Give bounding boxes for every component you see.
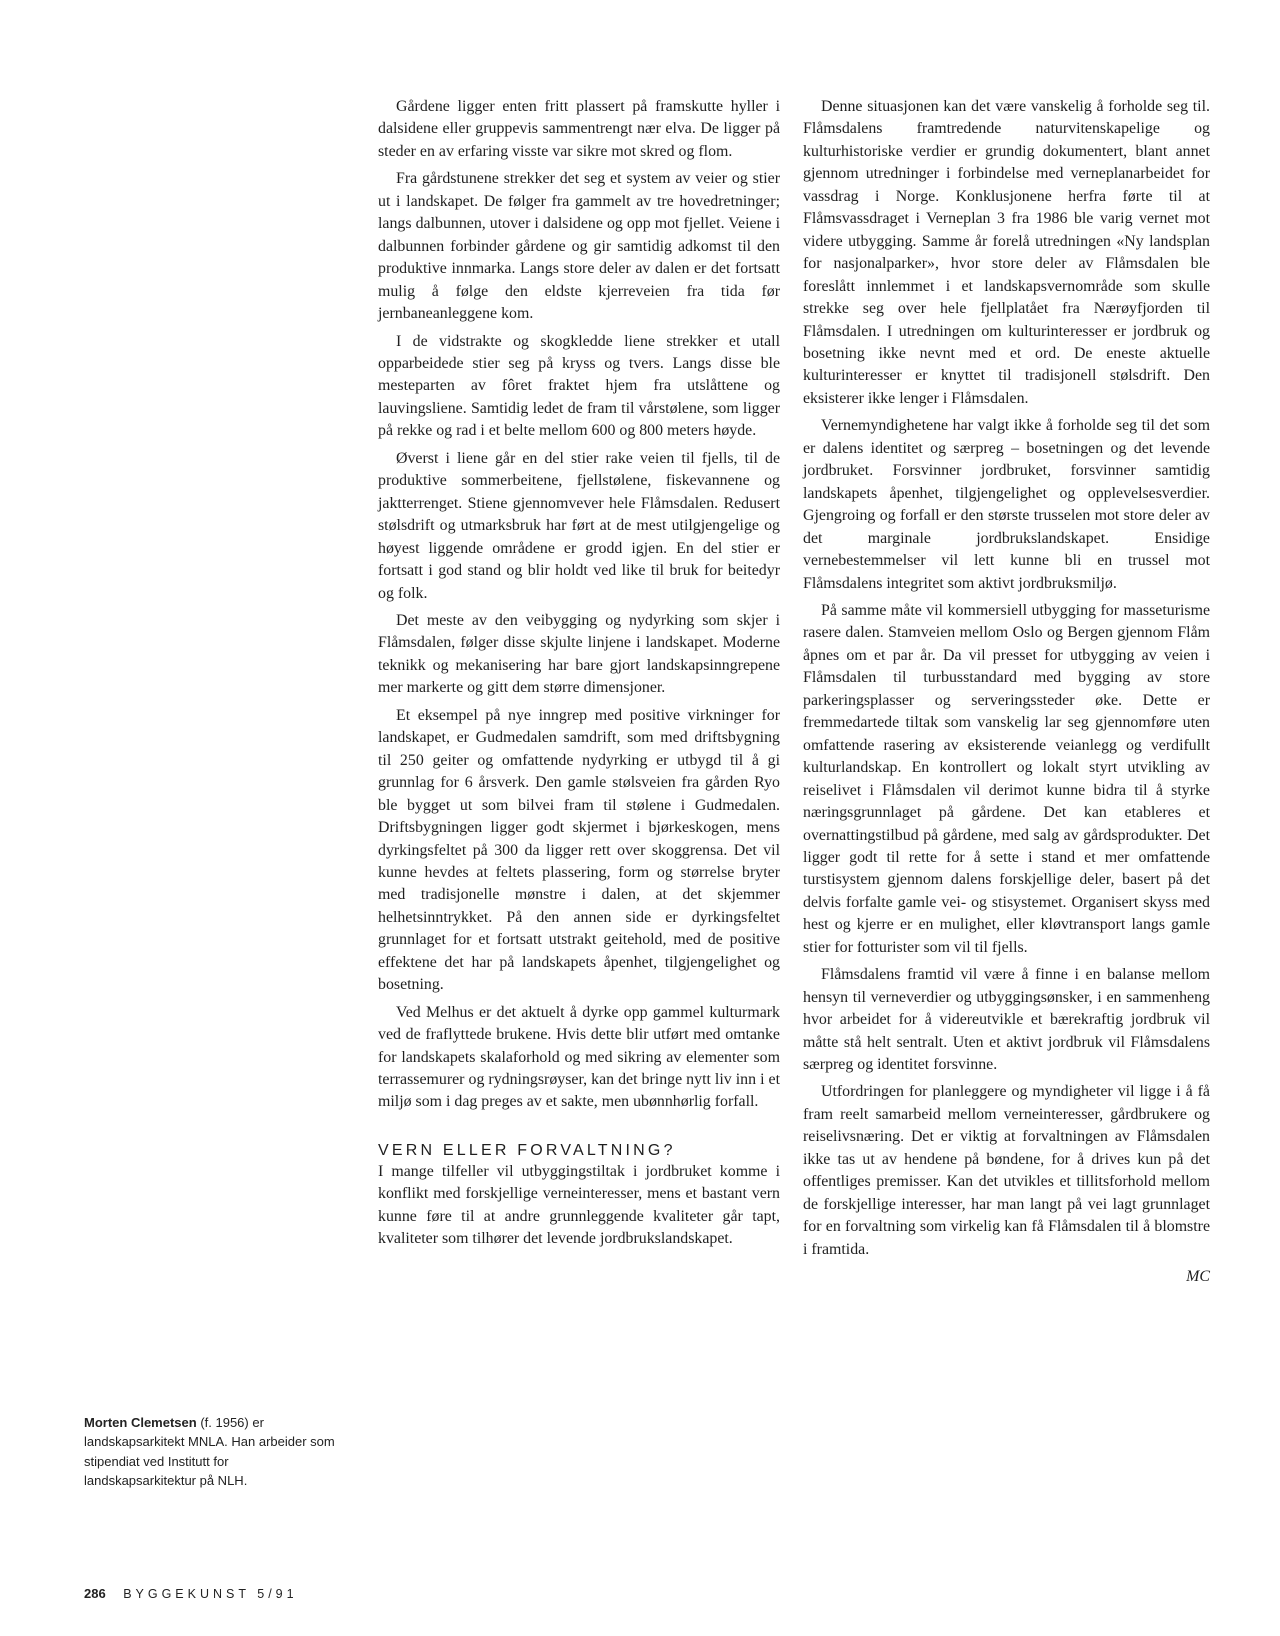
- text-column-right: [803, 96, 1210, 1289]
- paragraph: I mange tilfeller vil utbyggingstiltak i jordbruket komme i konflikt med forskjellige verneinteresser, mens et bastant vern kunne føre til at andre grunnleggende kvaliteter går tapt, kvaliteter som tilhører det levende jordbrukslandskapet.: [378, 1162, 780, 1248]
- paragraph: Utfordringen for planleggere og myndigheter vil ligge i å få fram reelt samarbeid mellom verneinteresser, gårdbrukere og reiselivsnæring. Det er viktig at forvaltningen av Flåmsdalen ikke tas ut av hendene på bøndene, for å drives kun på det offentliges premisser. Kan det utvikles et tillitsforhold mellom de forskjellige interesser, har man langt på vei lagt grunnlaget for en forvaltning som virkelig kan få Flåmsdalen til å blomstre i framtida.: [803, 1083, 1210, 1258]
- author-bio: [84, 1413, 336, 1490]
- author-signature: MC: [1186, 1268, 1210, 1286]
- section-heading: VERN ELLER FORVALTNING?: [378, 1141, 676, 1159]
- paragraph: I de vidstrakte og skogkledde liene strekker et utall opparbeidede stier seg på kryss og tvers. Langs disse ble mesteparten av fôret fraktet hjem fra utslåttene og lauvingsliene. Samtidig ledet de fram til vårstølene, som ligger på rekke og rad i et belte mellom 600 og 800 meters høyde.: [378, 332, 780, 440]
- paragraph: Et eksempel på nye inngrep med positive virkninger for landskapet, er Gudmedalen samdrift, som med driftsbygning til 250 geiter og omfattende nydyrking er utbygd til å gi grunnlag for 6 årsverk. Den gamle stølsveien fra gården Ryo ble bygget ut som bilvei fram til stølene i Gudmedalen. Driftsbygningen ligger godt skjermet i bjørkeskogen, mens dyrkingsfeltet på 300 da ligger rett over skoggrensa. Det vil kunne hevdes at feltets plassering, form og størrelse bryter med tradisjonelle mønstre i dalen, at det skjemmer helhetsinntrykket. På den annen side er dyrkingsfeltet grunnlaget for et fortsatt utstrakt geitehold, med de positive effektene det har på landskapets åpenhet, tilgjengelighet og bosetning.: [378, 706, 780, 994]
- paragraph: Ved Melhus er det aktuelt å dyrke opp gammel kulturmark ved de fraflyttede brukene. Hvis dette blir utført med omtanke for landskapets skalaforhold og med sikring av elementer som terrassemurer og rydningsrøyser, kan det bringe nytt liv inn i et miljø som i dag preges av et sakte, men ubønnhørlig forfall.: [378, 1003, 780, 1111]
- page-number: 286: [84, 1586, 106, 1601]
- paragraph: Gårdene ligger enten fritt plassert på framskutte hyller i dalsidene eller gruppevis sammentrengt nær elva. De ligger på steder en av erfaring visste var sikre mot skred og flom.: [378, 98, 780, 160]
- magazine-issue: BYGGEKUNST 5/91: [123, 1587, 298, 1601]
- paragraph: Øverst i liene går en del stier rake veien til fjells, til de produktive sommerbeitene, fjellstølene, fiskevannene og jaktterrenget. Stiene gjennomvever hele Flåmsdalen. Redusert stølsdrift og utmarksbruk har ført at de mest utilgjengelige og høyest liggende områdene er grodd igjen. En del stier er fortsatt i god stand og blir holdt ved like til bruk for beitedyr og folk.: [378, 449, 780, 602]
- page-footer: [84, 1586, 298, 1601]
- paragraph: Fra gårdstunene strekker det seg et system av veier og stier ut i landskapet. De følger fra gammelt av tre hovedretninger; langs dalbunnen, utover i dalsidene og opp mot fjellet. Veiene i dalbunnen forbinder gårdene og gir samtidig adkomst til den produktive innmarka. Langs store deler av dalen er det fortsatt mulig å følge den eldste kjerreveien fra tida før jernbaneanleggene kom.: [378, 170, 780, 323]
- author-bio-text: (f. 1956) er landskapsarkitekt MNLA. Han arbeider som stipendiat ved Institutt for landskapsarkitektur på NLH.: [84, 1415, 335, 1488]
- text-column-middle: [378, 96, 780, 1251]
- paragraph: Flåmsdalens framtid vil være å finne i en balanse mellom hensyn til verneverdier og utbyggingsønsker, i en sammenheng hvor arbeidet for å videreutvikle et bærekraftig jordbruk vil måtte stå helt sentralt. Uten et aktivt jordbruk vil Flåmsdalens særpreg og identitet forsvinne.: [803, 966, 1210, 1074]
- paragraph: Vernemyndighetene har valgt ikke å forholde seg til det som er dalens identitet og særpreg – bosetningen og det levende jordbruket. Forsvinner jordbruket, forsvinner samtidig landskapets åpenhet, tilgjengelighet og opplevelsesverdier. Gjengroing og forfall er den største trusselen mot store deler av det marginale jordbrukslandskapet. Ensidige vernebestemmelser vil lett kunne bli en trussel mot Flåmsdalens integritet som aktivt jordbruksmiljø.: [803, 417, 1210, 592]
- paragraph: På samme måte vil kommersiell utbygging for masseturisme rasere dalen. Stamveien mellom Oslo og Bergen gjennom Flåm åpnes om et par år. Da vil presset for utbygging av veien i Flåmsdalen til turbusstandard med bygging av store parkeringsplasser og serveringssteder øke. Dette er fremmedartede tiltak som vanskelig lar seg gjennomføre uten omfattende rasering av eksisterende veianlegg og verdifullt kulturlandskap. En kontrollert og lokalt styrt utvikling av reiselivet i Flåmsdalen vil derimot kunne bidra til å styrke næringsgrunnlaget på gårdene. Det kan etableres et overnattingstilbud på gårdene, med salg av gårdsprodukter. Det ligger godt til rette for å sette i stand et mer omfattende turstisystem gjennom dalens forskjellige deler, basert på det delvis forfalte gamle vei- og stisystemet. Organisert skyss med hest og kjerre er en mulighet, eller kløvtransport langs gamle stier for fotturister som vil til fjells.: [803, 601, 1210, 956]
- paragraph: Denne situasjonen kan det være vanskelig å forholde seg til. Flåmsdalens framtredende naturvitenskapelige og kulturhistoriske verdier er grundig dokumentert, blant annet gjennom utredninger i forbindelse med verneplanarbeidet for vassdrag i Norge. Konklusjonene herfra førte til at Flåmsvassdraget i Verneplan 3 fra 1986 ble varig vernet mot videre utbygging. Samme år forelå utredningen «Ny landsplan for nasjonalparker», hvor store deler av Flåmsdalen ble foreslått innlemmet i et landskapsvernområde som skulle strekke seg over hele fjellplatået fra Nærøyfjorden til Flåmsdalen. I utredningen om kulturinteresser er jordbruk og bosetning ikke nevnt med et ord. De eneste aktuelle kulturinteresser er knyttet til tradisjonell stølsdrift. Den eksisterer ikke lenger i Flåmsdalen.: [803, 98, 1210, 407]
- paragraph: Det meste av den veibygging og nydyrking som skjer i Flåmsdalen, følger disse skjulte linjene i landskapet. Moderne teknikk og mekanisering har bare gjort landskapsinngrepene mer markerte og gitt dem større dimensjoner.: [378, 611, 780, 697]
- author-name: Morten Clemetsen: [84, 1415, 197, 1430]
